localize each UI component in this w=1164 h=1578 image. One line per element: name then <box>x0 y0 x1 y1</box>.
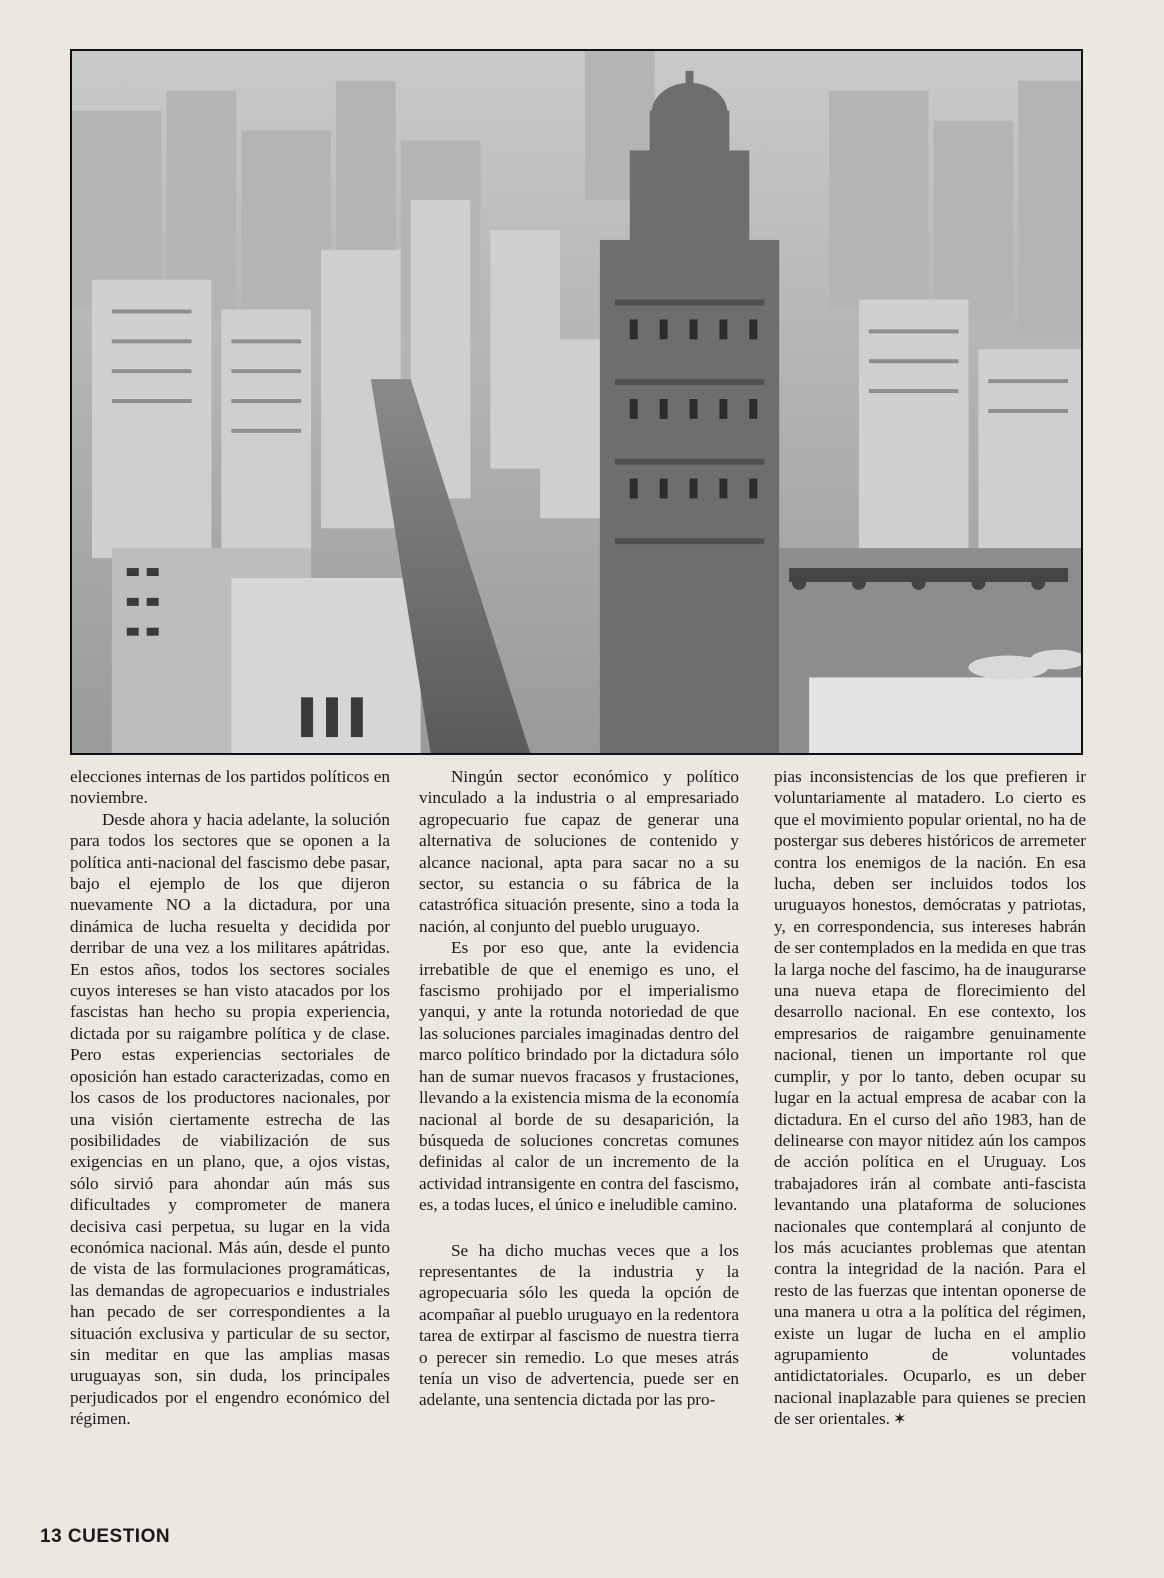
skyline-illustration <box>72 51 1081 753</box>
article-column-3 <box>774 766 1086 1431</box>
star-end-mark-icon: ✶ <box>892 1411 907 1429</box>
paragraph: Se ha dicho muchas veces que a los representantes de la industria y la agropecuaria sólo les queda la opción de acompañar al pueblo uruguayo en la redentora tarea de extirpar al fascismo de nuestra tierra o perecer sin remedio. Lo que meses atrás tenía un viso de advertencia, puede ser en adelante, una sentencia dictada por las pro- <box>419 1240 739 1410</box>
paragraph: Es por eso que, ante la evidencia irrebatible de que el enemigo es uno, el fascismo prohijado por el imperialismo yanqui, y ante la rotunda notoriedad de que las soluciones parciales imaginadas dentro del marco político brindado por la dictadura sólo han de sumar nuevos fracasos y frustaciones, llevando a la existencia misma de la economía nacional al borde de su desaparición, la búsqueda de soluciones concretas comunes definidas al calor de un incremento de la actividad intransigente en contra del fascismo, es, a todas luces, el único e ineludible camino. <box>419 938 739 1215</box>
article-column-2 <box>419 766 739 1411</box>
paragraph: Desde ahora y hacia adelante, la solución para todos los sectores que se oponen a la política anti-nacional del fascismo debe pasar, bajo el ejemplo de los que dijeron nuevamente NO a la dictadura, por una dinámica de lucha resuelta y decidida por derribar de una vez a los militares apátridas. En estos años, todos los sectores sociales cuyos intereses se han visto atacados por los fascistas han hecho su propia experiencia, dictada por su raigambre política y de clase. Pero estas experiencias sectoriales de oposición han estado caracterizadas, como en los casos de los productores nacionales, por una visión ciertamente estrecha de las posibilidades de viabilización de sus exigencias en un plano, que, a ojos vistas, sólo sirvió para ahondar aún más sus dificultades y comprometer de manera decisiva casi perpetua, su lugar en la vida económica nacional. Más aún, desde el punto de vista de las formulaciones programáticas, las demandas de agropecuarios e industriales han pecado de ser correspondientes a la situación exclusiva y particular de su sector, sin meditar en que las amplias masas uruguayas son, sin duda, los principales perjudicados por el engendro económico del régimen. <box>70 809 390 1429</box>
article-column-1 <box>70 766 390 1430</box>
paragraph: elecciones internas de los partidos políticos en noviembre. <box>70 767 390 808</box>
paragraph-text: pias inconsistencias de los que prefieren ir voluntariamente al matadero. Lo cierto es que el movimiento popular oriental, no ha de postergar sus deberes históricos de arremeter contra los enemigos de la nación. En esa lucha, deben ser incluidos todos los uruguayos honestos, demócratas y patriotas, y, en correspondencia, sus intereses habrán de ser contemplados en la medida en que tras la larga noche del fascimo, ha de inaugurarse una nueva etapa de florecimiento del desarrollo nacional. En ese contexto, los empresarios de raigambre genuinamente nacional, tienen un importante rol que cumplir, y por lo tanto, deben ocupar su lugar en la actual empresa de acabar con la dictadura. En el curso del año 1983, han de delinearse con mayor nitidez aún los campos de acción política en el Uruguay. Los trabajadores irán al combate anti-fascista levantando una plataforma de soluciones nacionales que contemplará al conjunto de los más acuciantes problemas que atentan contra la integridad de la nación. Para el resto de las fuerzas que intentan oponerse de una manera u otra a la política del régimen, existe un lugar de lucha en el amplio agrupamiento de voluntades antidictatoriales. Ocuparlo, es un deber nacional inaplazable para quienes se precien de ser orientales. <box>774 767 1086 1429</box>
paragraph <box>774 766 1086 1431</box>
city-skyline-photo <box>70 49 1083 755</box>
page-footer: 13 CUESTION <box>40 1526 171 1547</box>
paragraph: Ningún sector económico y político vinculado a la industria o al empresariado agropecuario fue capaz de generar una alternativa de soluciones de contenido y alcance nacional, apta para sacar no a su sector, su estancia o su fábrica de la catastrófica situación presente, sino a toda la nación, al conjunto del pueblo uruguayo. <box>419 767 739 936</box>
